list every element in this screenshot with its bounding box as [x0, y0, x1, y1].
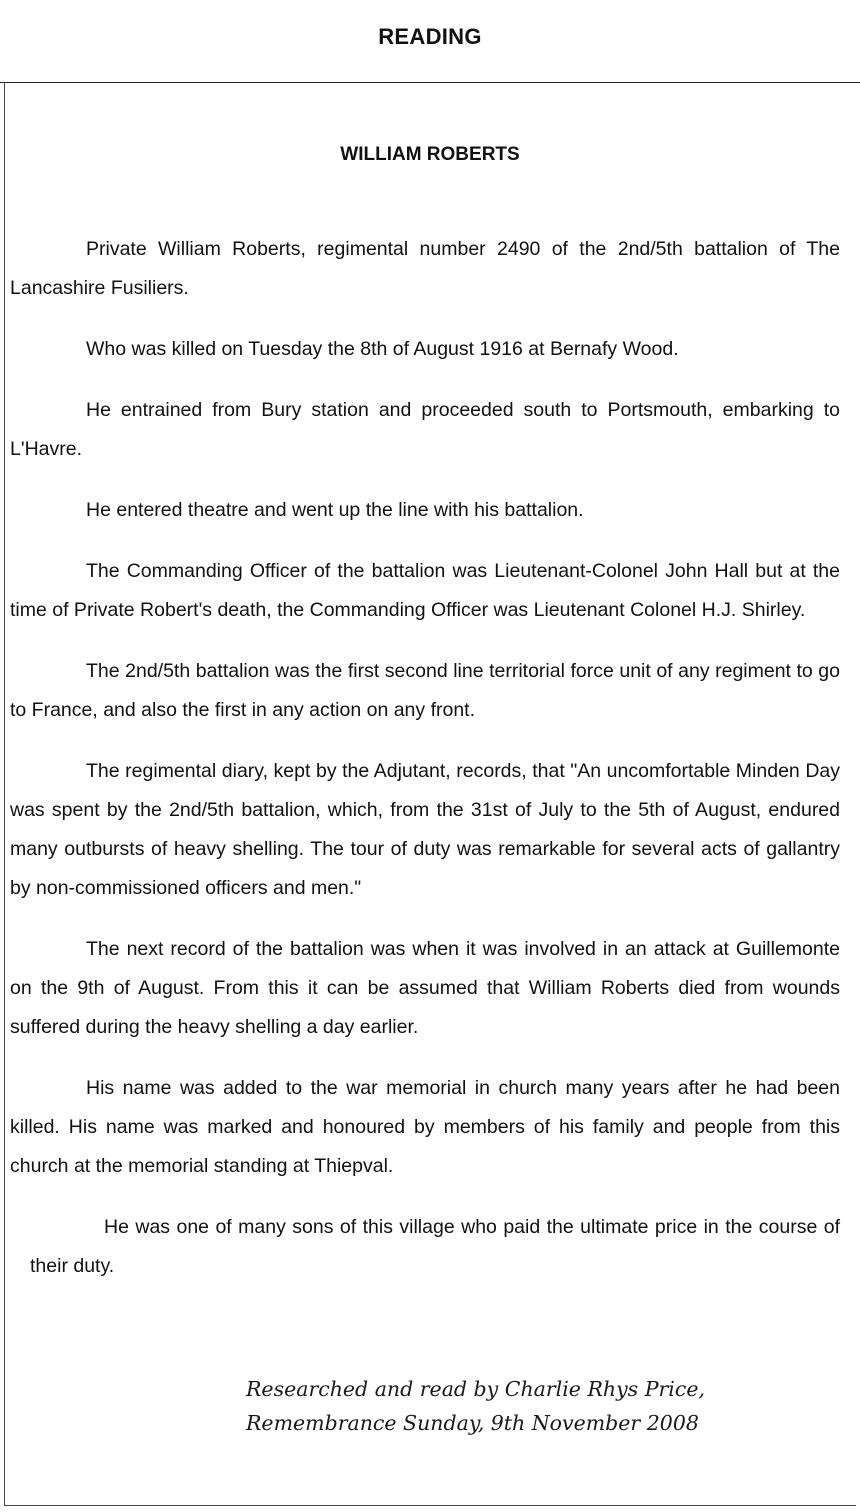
signature-block — [246, 1372, 705, 1440]
paragraph-memorial: His name was added to the war memorial in church many years after he had been killed. His name was marked and honoured by members of his family and people from this church at the memorial standing at Thiepval. — [10, 1077, 840, 1177]
left-border-rule — [4, 83, 5, 1505]
paragraph-theatre: He entered theatre and went up the line with his battalion. — [86, 499, 584, 521]
paragraph-closing: He was one of many sons of this village who paid the ultimate price in the course of their duty. — [30, 1216, 840, 1277]
document-body — [10, 230, 840, 1308]
document-title: WILLIAM ROBERTS — [340, 144, 520, 165]
signature-line-date: Remembrance Sunday, 9th November 2008 — [246, 1411, 699, 1435]
paragraph-embarkation: He entrained from Bury station and proceeded south to Portsmouth, embarking to L'Havre. — [10, 399, 840, 460]
paragraph-service-details: Private William Roberts, regimental number 2490 of the 2nd/5th battalion of The Lancashire Fusiliers. — [10, 238, 840, 299]
paragraph-commanding-officer: The Commanding Officer of the battalion was Lieutenant-Colonel John Hall but at the time of Private Robert's death, the Commanding Officer was Lieutenant Colonel H.J. Shirley. — [10, 560, 840, 621]
paragraph-regimental-diary: The regimental diary, kept by the Adjutant, records, that "An uncomfortable Minden Day was spent by the 2nd/5th battalion, which, from the 31st of July to the 5th of August, endured many outbursts of heavy shelling. The tour of duty was remarkable for several acts of gallantry by non-commissioned officers and men." — [10, 760, 840, 899]
page-heading: READING — [378, 24, 482, 49]
page-header — [0, 0, 860, 83]
bottom-border-rule — [4, 1505, 856, 1506]
paragraph-next-record: The next record of the battalion was when it was involved in an attack at Guillemonte on the 9th of August. From this it can be assumed that William Roberts died from wounds suffered during the heavy shelling a day earlier. — [10, 938, 840, 1038]
signature-line-researcher: Researched and read by Charlie Rhys Price, — [246, 1377, 705, 1401]
paragraph-death-date: Who was killed on Tuesday the 8th of August 1916 at Bernafy Wood. — [86, 338, 679, 360]
paragraph-battalion-history: The 2nd/5th battalion was the first second line territorial force unit of any regiment to go to France, and also the first in any action on any front. — [10, 660, 840, 721]
